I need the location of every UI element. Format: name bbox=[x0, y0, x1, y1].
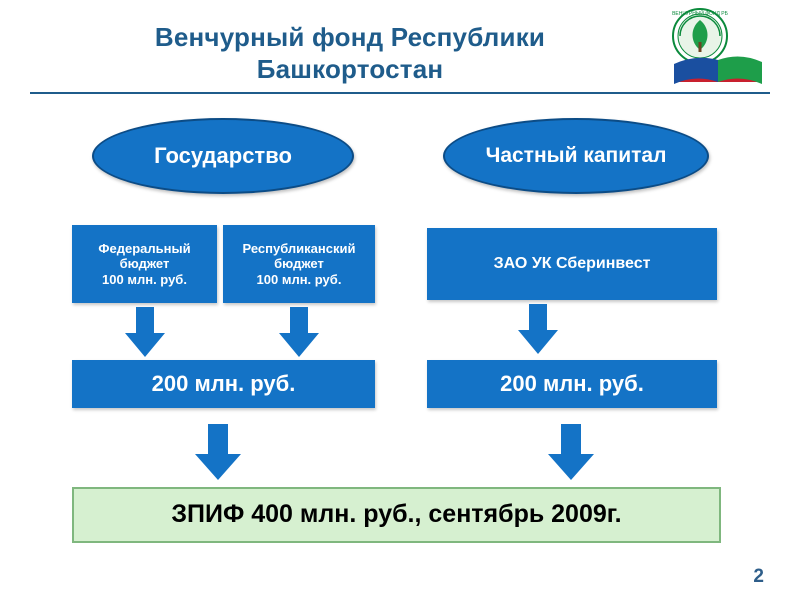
federal-budget-line-2: бюджет bbox=[119, 256, 170, 272]
node-private-capital bbox=[443, 118, 709, 194]
federal-budget-line-1: Федеральный bbox=[98, 241, 191, 256]
arrow-right-sum-to-final bbox=[545, 424, 597, 482]
svg-text:ВЕНЧУРНЫЙ ФОНД РБ: ВЕНЧУРНЫЙ ФОНД РБ bbox=[672, 11, 728, 17]
node-sberinvest-label: ЗАО УК Сберинвест bbox=[493, 254, 651, 272]
node-sum-right-label: 200 млн. руб. bbox=[500, 371, 644, 397]
node-final-fund-label: ЗПИФ 400 млн. руб., сентябрь 2009г. bbox=[171, 500, 622, 529]
node-private-capital-label: Частный капитал bbox=[485, 144, 667, 167]
node-state-label: Государство bbox=[154, 143, 292, 168]
node-sberinvest bbox=[427, 228, 717, 300]
arrow-left-sum-to-final bbox=[192, 424, 244, 482]
republic-budget-line-3: 100 млн. руб. bbox=[256, 271, 342, 287]
arrow-sberinvest-to-sum bbox=[516, 304, 560, 356]
republic-budget-line-1: Республиканский bbox=[242, 241, 356, 256]
node-sum-right bbox=[427, 360, 717, 408]
venture-fund-logo bbox=[656, 6, 778, 84]
republic-budget-line-2: бюджет bbox=[274, 256, 324, 272]
title-divider bbox=[30, 92, 770, 94]
node-sum-left-label: 200 млн. руб. bbox=[151, 371, 296, 397]
node-republic-budget bbox=[223, 225, 375, 303]
arrow-federal-to-sum bbox=[123, 307, 167, 359]
page-title: Венчурный фонд Республики Башкортостан bbox=[154, 22, 546, 84]
node-sum-left bbox=[72, 360, 375, 408]
node-federal-budget bbox=[72, 225, 217, 303]
node-final-fund bbox=[72, 487, 721, 543]
page-number: 2 bbox=[753, 566, 764, 587]
arrow-republic-to-sum bbox=[277, 307, 321, 359]
federal-budget-line-3: 100 млн. руб. bbox=[102, 271, 187, 287]
node-state bbox=[92, 118, 354, 194]
